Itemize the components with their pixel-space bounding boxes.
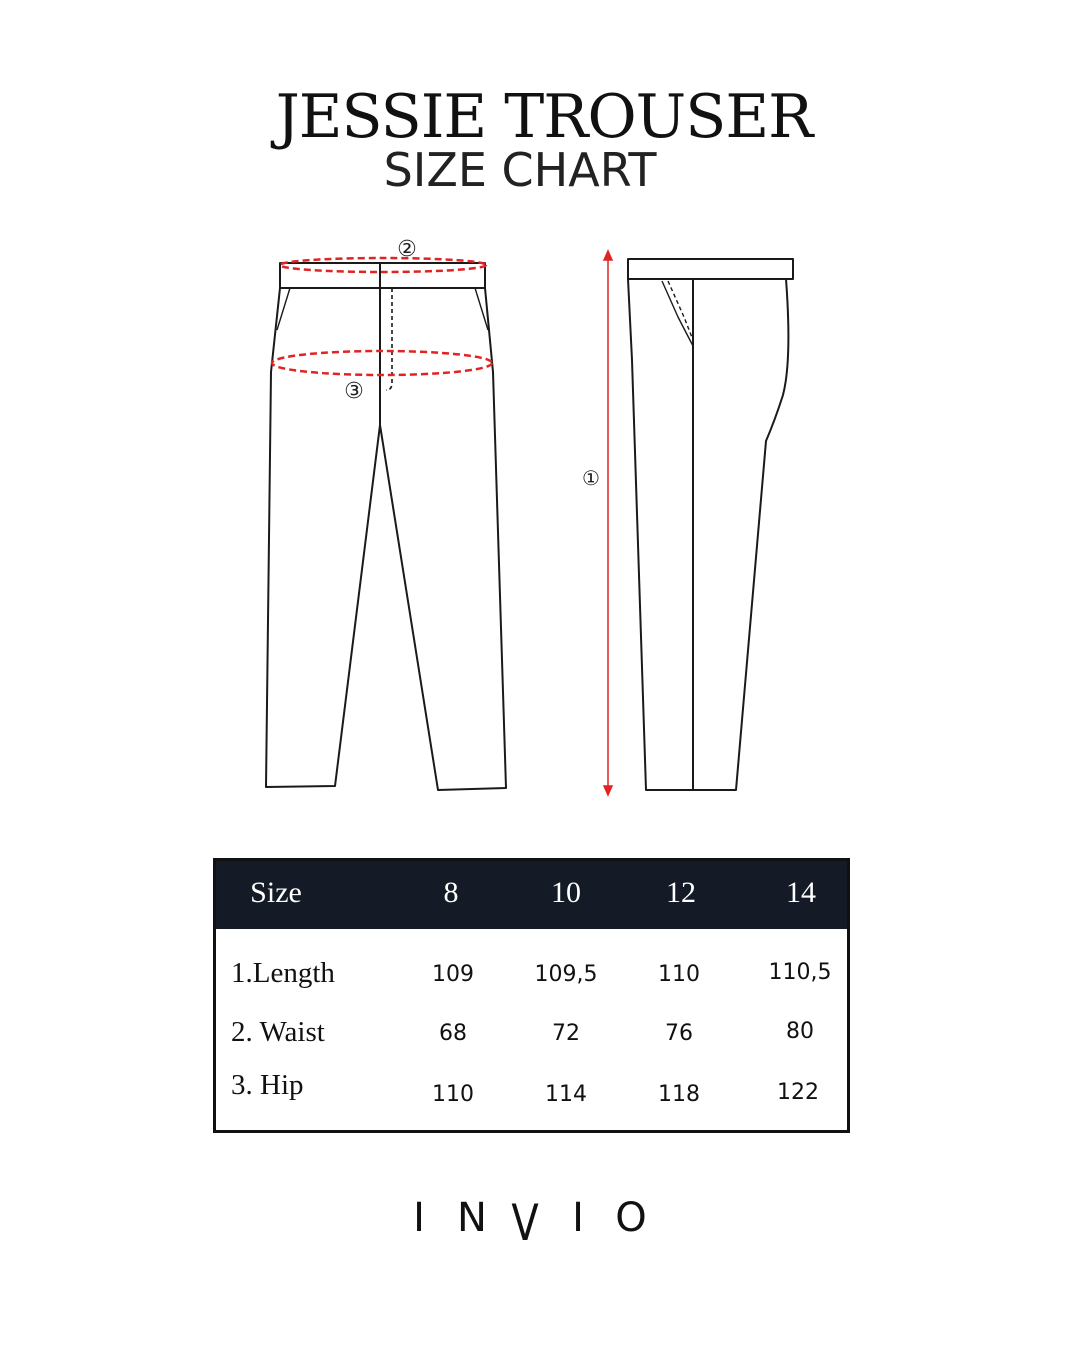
brand-letter: V [511, 1195, 539, 1253]
table-cell: 110 [432, 1082, 474, 1107]
brand-letter: O [615, 1195, 647, 1241]
marker-waist: ② [397, 237, 417, 262]
table-cell: 118 [658, 1082, 700, 1107]
side-pocket-stitch [668, 281, 693, 340]
size-table-header [216, 861, 847, 929]
table-cell: 76 [665, 1021, 693, 1046]
table-cell: 122 [777, 1080, 819, 1105]
header-size-12: 12 [666, 876, 696, 909]
brand-letter: I [413, 1195, 425, 1241]
table-cell: 72 [552, 1021, 580, 1046]
brand-letter: N [457, 1195, 487, 1241]
table-cell: 110,5 [768, 960, 832, 985]
marker-length: ① [582, 466, 600, 490]
table-cell: 110 [658, 962, 700, 987]
header-size-10: 10 [551, 876, 581, 909]
table-cell: 109 [432, 962, 474, 987]
length-arrow-bottom [604, 786, 612, 795]
marker-hip: ③ [344, 379, 364, 404]
waist-measure-ellipse [280, 258, 486, 272]
side-waistband [628, 259, 793, 279]
front-waistband [280, 263, 485, 288]
side-pocket [662, 281, 693, 346]
side-trouser-outline [628, 279, 788, 790]
front-trouser-outline [266, 288, 506, 790]
length-arrow-top [604, 251, 612, 260]
hip-measure-ellipse [272, 351, 492, 375]
page-title: JESSIE TROUSER [275, 82, 813, 152]
table-cell: 68 [439, 1021, 467, 1046]
header-size-label: Size [250, 876, 302, 909]
row-label-hip: 3. Hip [231, 1069, 304, 1101]
page-subtitle: SIZE CHART [383, 143, 657, 197]
table-cell: 109,5 [534, 962, 598, 987]
row-label-waist: 2. Waist [231, 1016, 325, 1048]
header-size-8: 8 [443, 876, 459, 909]
table-cell: 80 [786, 1019, 814, 1044]
brand-logo [0, 1195, 1050, 1253]
table-cell: 114 [545, 1082, 587, 1107]
header-size-14: 14 [786, 876, 816, 909]
size-table [213, 858, 850, 1133]
row-label-length: 1.Length [231, 957, 335, 989]
brand-letter: I [572, 1195, 584, 1241]
